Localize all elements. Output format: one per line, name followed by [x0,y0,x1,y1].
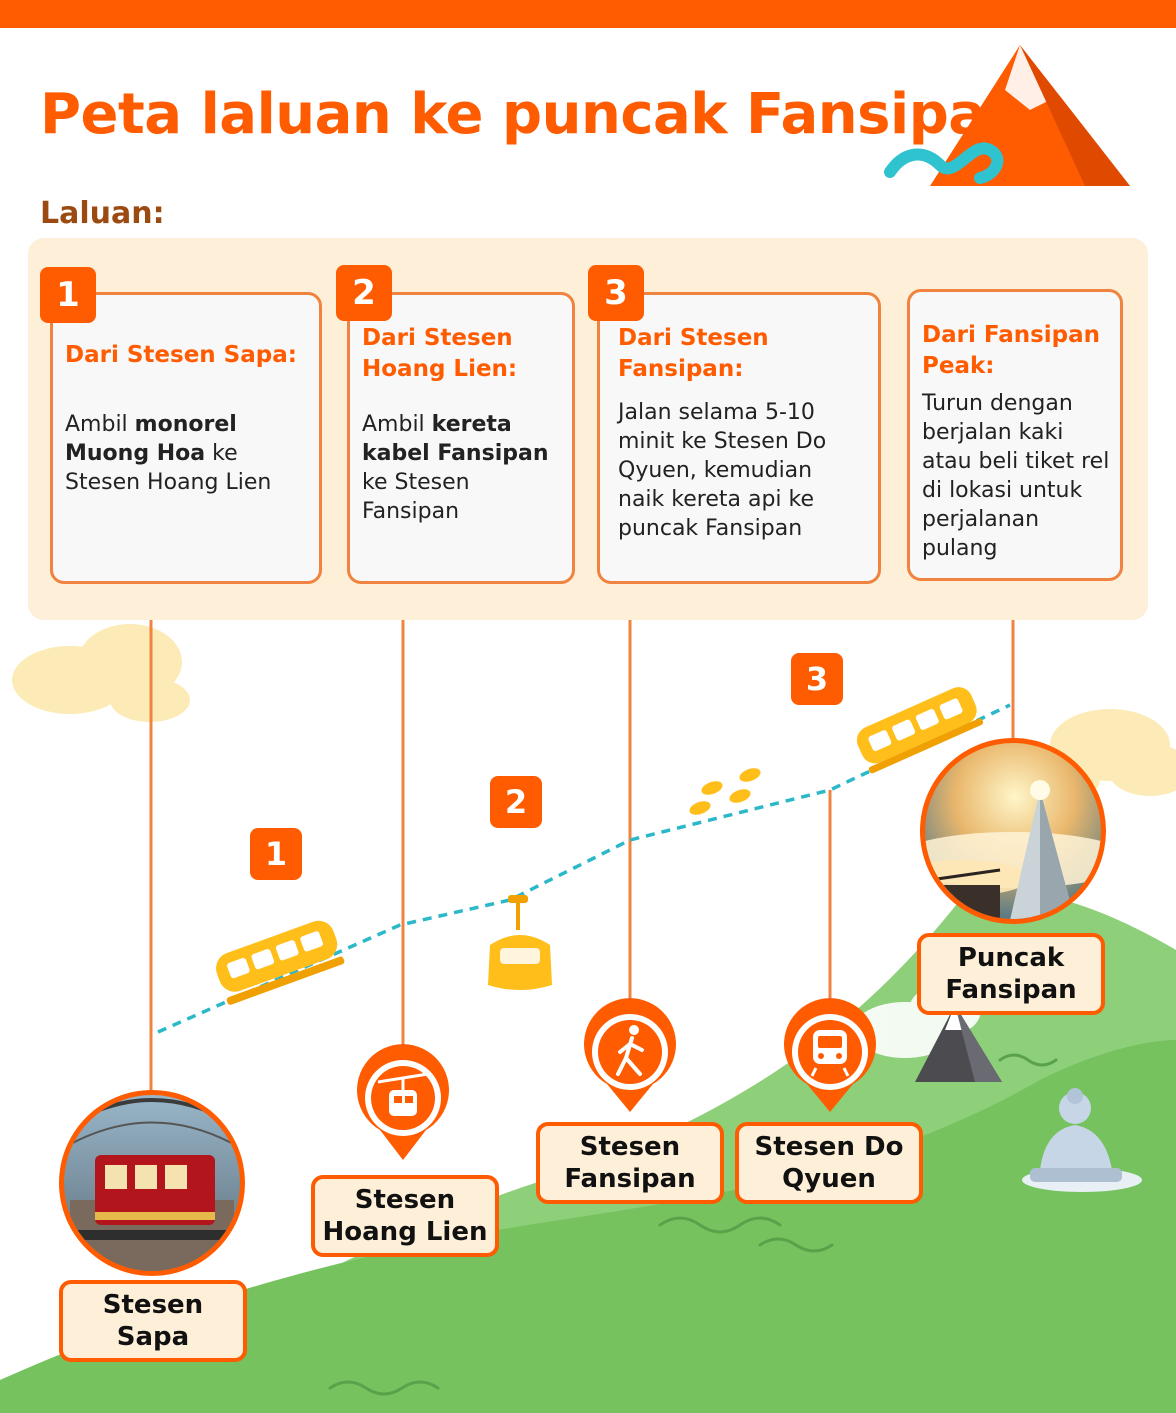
gondola-icon [488,895,552,990]
station-hoang-lien-line1: Stesen [354,1185,456,1215]
station-do-qyuen-line1: Stesen Do [754,1132,904,1162]
step-1-heading: Dari Stesen Sapa: [65,342,297,368]
station-label-sapa [59,1280,247,1362]
step-card-3 [597,292,881,584]
route-subtitle: Laluan: [40,196,165,231]
route-badge-2: 2 [490,776,542,828]
step-card-1 [50,292,322,584]
step-3-text: Jalan selama 5-10 minit ke Stesen Do Qyuen, kemudian naik kereta api ke puncak Fansipan [618,400,827,541]
step-3-heading: Dari Stesen Fansipan: [618,325,769,382]
route-badge-1: 1 [250,828,302,880]
step-1-text-a: Ambil [65,412,135,437]
step-2-text [362,410,566,526]
station-puncak-line1: Puncak [957,943,1065,973]
step-badge-3: 3 [588,265,644,321]
page-title: Peta laluan ke puncak Fansipan [40,82,1025,147]
step-1-text-bold: monorel Muong Hoa [65,412,237,466]
step-4-heading: Dari Fansipan Peak: [922,322,1101,379]
step-2-text-c: ke Stesen Fansipan [362,470,470,524]
step-1-text-c: ke Stesen Hoang Lien [65,441,272,495]
footprints-icon [688,766,763,818]
station-label-do-qyuen [735,1122,923,1204]
step-card-2 [347,292,575,584]
station-label-fansipan [536,1122,724,1204]
pin-fansipan [584,998,676,1112]
station-hoang-lien-line2: Hoang Lien [322,1217,488,1247]
route-badge-3: 3 [791,653,843,705]
step-4-text: Turun dengan berjalan kaki atau beli tiket rel di lokasi untuk perjalanan pulang [922,391,1110,561]
step-1-text [65,410,313,497]
step-card-4 [907,289,1123,581]
station-label-puncak [917,933,1105,1015]
top-bar [0,0,1176,28]
step-2-text-bold: kereta kabel Fansipan [362,412,549,466]
step-2-text-a: Ambil [362,412,432,437]
station-fansipan-line2: Fansipan [564,1164,696,1194]
sapa-station-photo [59,1090,245,1280]
monorail-icon [212,916,346,1005]
station-label-hoang-lien [311,1175,499,1257]
station-puncak-line2: Fansipan [945,975,1077,1005]
station-sapa-line2: Sapa [116,1322,190,1352]
station-fansipan-line1: Stesen [579,1132,681,1162]
cloud-left [12,624,190,722]
station-do-qyuen-line2: Qyuen [782,1164,876,1194]
step-2-heading: Dari Stesen Hoang Lien: [362,325,518,382]
step-badge-1: 1 [40,267,96,323]
station-sapa-line1: Stesen [102,1290,204,1320]
step-badge-2: 2 [336,265,392,321]
